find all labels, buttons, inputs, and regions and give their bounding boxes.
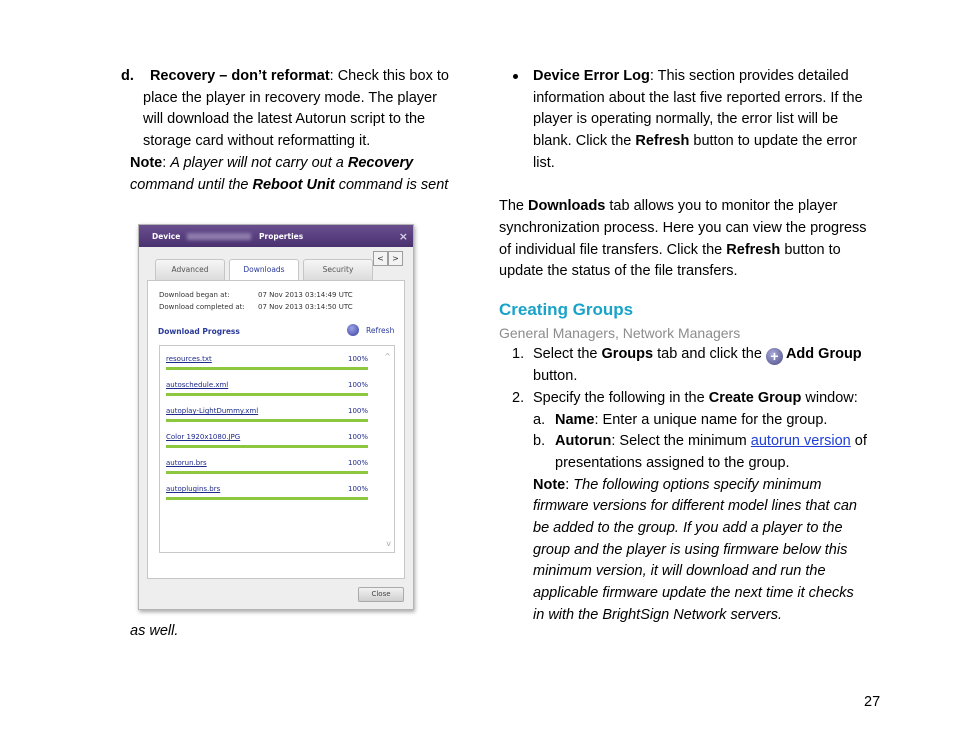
file-row [166, 456, 368, 482]
downloads-para-line4: update the status of the file transfers. [499, 263, 738, 279]
refresh-icon[interactable] [347, 324, 359, 336]
step-1-number: 1. [512, 346, 525, 362]
page-number: 27 [864, 694, 881, 710]
item-d-line2: place the player in recovery mode. The player [143, 90, 437, 106]
autorun-version-link[interactable]: autorun version [750, 433, 851, 449]
file-row [166, 430, 368, 456]
file-name: autoplay-LightDummy.xml [166, 407, 259, 415]
scroll-down-icon[interactable]: v [386, 539, 391, 548]
began-label: Download began at: [159, 291, 230, 299]
file-progress-bar [166, 393, 368, 396]
dialog-title-device: Device [152, 232, 181, 241]
sub-b-marker: b. [533, 433, 546, 449]
bullet-icon [513, 74, 518, 79]
file-name: resources.txt [166, 355, 212, 363]
tab-prev-button[interactable]: < [373, 251, 388, 266]
sub-b-line1: Autorun: Select the minimum autorun version of [555, 433, 867, 449]
close-button[interactable]: Close [358, 587, 404, 602]
tab-downloads[interactable]: Downloads [229, 259, 299, 281]
downloads-para-line2: synchronization process. Here you can view the progress [499, 220, 867, 236]
dialog-title-bar [139, 225, 413, 247]
file-progress-fill [166, 393, 368, 396]
dialog-title-properties: Properties [259, 232, 304, 241]
file-progress-bar [166, 367, 368, 370]
add-group-icon: + [766, 348, 783, 365]
tab-advanced[interactable]: Advanced [155, 259, 225, 280]
file-percent: 100% [347, 485, 368, 493]
file-percent: 100% [347, 407, 368, 415]
scroll-up-icon[interactable]: ^ [384, 352, 391, 361]
item-d-text: : Check this box to [329, 68, 449, 84]
right-note-line2: firmware versions for different model lines that can [533, 498, 857, 514]
file-name: autorun.brs [166, 459, 207, 467]
tab-security[interactable]: Security [303, 259, 373, 280]
right-note-line4: group and the player is using firmware below this [533, 542, 848, 558]
file-name: autoschedule.xml [166, 381, 229, 389]
step-1-line1: Select the Groups tab and click the + Add Group [533, 346, 862, 364]
began-value: 07 Nov 2013 03:14:49 UTC [258, 291, 353, 299]
section-subheading: General Managers, Network Managers [499, 325, 741, 341]
step-2-number: 2. [512, 390, 525, 406]
step-2-line1: Specify the following in the Create Group window: [533, 390, 858, 406]
file-progress-bar [166, 471, 368, 474]
dialog-title-redacted [187, 233, 251, 240]
right-note-line3: be added to the group. If you add a player to the [533, 520, 843, 536]
item-d-line1 [121, 67, 449, 85]
file-list[interactable] [159, 345, 395, 553]
file-percent: 100% [347, 381, 368, 389]
file-progress-fill [166, 445, 368, 448]
tab-next-button[interactable]: > [388, 251, 403, 266]
downloads-para-line3: of individual file transfers. Click the Refresh button to [499, 242, 841, 258]
file-progress-fill [166, 419, 368, 422]
right-note-line7: in with the BrightSign Network servers. [533, 607, 783, 623]
step-1-line2: button. [533, 368, 578, 384]
error-log-line2: information about the last five reported errors. If the [533, 90, 863, 106]
file-percent: 100% [347, 459, 368, 467]
close-icon[interactable]: × [398, 230, 408, 243]
file-progress-fill [166, 497, 368, 500]
completed-value: 07 Nov 2013 03:14:50 UTC [258, 303, 353, 311]
file-progress-fill [166, 471, 368, 474]
file-percent: 100% [347, 433, 368, 441]
download-progress-title: Download Progress [158, 327, 240, 336]
sub-a-text: Name: Enter a unique name for the group. [555, 412, 828, 428]
sub-a-marker: a. [533, 412, 546, 428]
file-row [166, 378, 368, 404]
file-progress-bar [166, 497, 368, 500]
error-log-line1: Device Error Log: This section provides detailed [533, 68, 849, 84]
file-progress-bar [166, 419, 368, 422]
right-note-line1: Note: The following options specify minimum [533, 477, 822, 493]
file-name: Color 1920x1080.JPG [166, 433, 241, 441]
file-row [166, 352, 368, 378]
left-note-line1: Note: A player will not carry out a Recovery [130, 155, 414, 171]
item-d-line3: will download the latest Autorun script to the [143, 111, 426, 127]
device-properties-dialog [138, 224, 414, 610]
right-note-line6: applicable firmware update the next time it checks [533, 585, 854, 601]
file-progress-bar [166, 445, 368, 448]
error-log-line3: player is operating normally, the error list will be [533, 111, 839, 127]
item-d-marker: d. [121, 68, 134, 84]
right-note-line5: minimum version, it will download and run the [533, 563, 826, 579]
item-d-line4: storage card without reformatting it. [143, 133, 371, 149]
downloads-para-line1: The Downloads tab allows you to monitor the player [499, 198, 838, 214]
note-label: Note [130, 155, 163, 171]
downloads-panel [147, 280, 405, 579]
left-note-line2: command until the Reboot Unit command is sent [130, 177, 449, 193]
error-log-line5: list. [533, 155, 555, 171]
completed-label: Download completed at: [159, 303, 245, 311]
item-d-title: Recovery – don’t reformat [149, 68, 330, 84]
sub-b-line2: presentations assigned to the group. [555, 455, 790, 471]
file-name: autoplugins.brs [166, 485, 221, 493]
section-heading: Creating Groups [499, 300, 634, 319]
error-log-line4: blank. Click the Refresh button to update the error [533, 133, 858, 149]
refresh-button[interactable]: Refresh [366, 326, 395, 335]
left-note-line3: as well. [130, 623, 179, 639]
file-row [166, 404, 368, 430]
file-progress-fill [166, 367, 368, 370]
file-percent: 100% [347, 355, 368, 363]
file-row [166, 482, 368, 508]
